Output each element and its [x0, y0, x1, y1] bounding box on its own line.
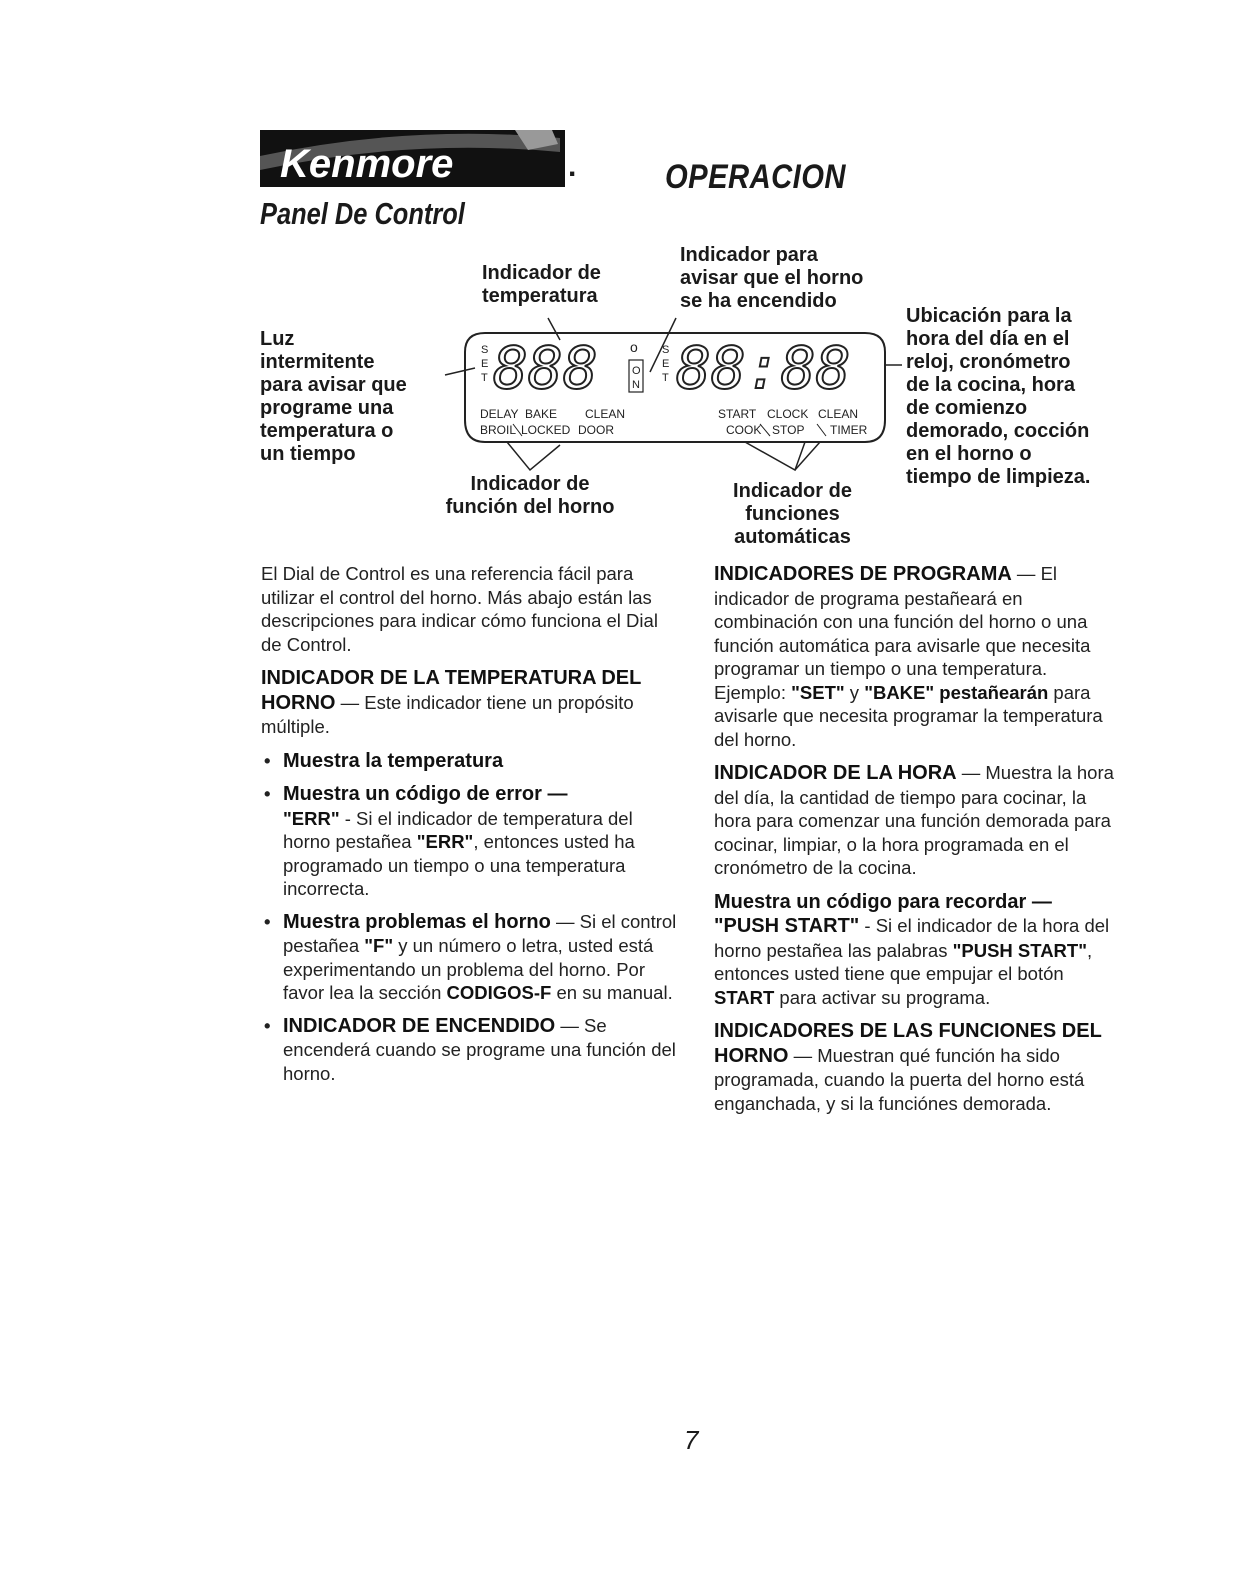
temp-indicator-heading: INDICADOR DE LA TEMPERATURA DEL HORNO — [261, 667, 641, 714]
section-title: Panel De Control — [260, 196, 465, 231]
label-delay: DELAY — [480, 407, 519, 421]
label-timer: TIMER — [830, 423, 868, 437]
bullet-list — [261, 749, 681, 1086]
set-right-t: T — [662, 372, 669, 384]
label-bake: BAKE — [525, 407, 558, 421]
leader-auto-2 — [795, 442, 820, 470]
callout-auto-functions: Indicador de funciones automáticas — [733, 480, 852, 548]
temp-indicator-paragraph: INDICADOR DE LA TEMPERATURA DEL HORNO — Este indicador tiene un propósito múltiple. — [261, 667, 641, 737]
program-indicators-paragraph: INDICADORES DE PROGRAMA — El indicador de programa pestañeará en combinación con una función del horno o una función automática para avisarle que necesita programar un tiempo o una temperatura. Ejemplo: "SET" y "BAKE" pestañearán para avisarle que necesita programar la temperatura del horno. — [714, 563, 1103, 750]
reminder-paragraph: Muestra un código para recordar — "PUSH START" - Si el indicador de la hora del horno pestañea las palabras "PUSH START", entonces usted tiene que empujar el botón START para activar su programa. — [714, 890, 1110, 1008]
list-item: • Muestra problemas el horno — Si el control pestañea "F" y un número o letra, usted está experimentando un problema del horno. Por favor lea la sección CODIGOS-F en su manual. — [264, 910, 677, 1003]
time-indicator-paragraph: INDICADOR DE LA HORA — Muestra la hora del día, la cantidad de tiempo para cocinar, la hora para comenzar una función demorada para cocinar, limpiar, o la hora programada en el cronómetro de la cocina. — [714, 762, 1114, 878]
set-left-t: T — [481, 372, 488, 384]
set-left-e: E — [481, 358, 489, 370]
brand-dot: . — [568, 150, 577, 183]
leader-function — [507, 442, 560, 470]
set-left-s: S — [481, 344, 489, 356]
callout-time-location: Ubicación para la hora del día en el reloj, cronómetro de la cocina, hora de comienzo demorado, cocción en el horno o tiempo de limpieza. — [906, 305, 1091, 488]
time-digits: 88:88 — [676, 334, 851, 402]
page-title: OPERACION — [665, 158, 846, 196]
left-column — [261, 562, 681, 1094]
label-cook: COOK — [726, 423, 762, 437]
leader-auto — [745, 442, 805, 470]
brand-text: Kenmore — [280, 142, 454, 186]
callout-temperature: Indicador de temperatura — [482, 262, 601, 307]
callout-oven-on: Indicador para avisar que el horno se ha encendido — [680, 244, 864, 312]
function-indicators-paragraph: INDICADORES DE LAS FUNCIONES DEL HORNO — Muestran qué función ha sido programada, cuando la puerta del horno está enganchada, y si la funciónes demorada. — [714, 1020, 1102, 1114]
set-right-e: E — [662, 358, 670, 370]
temp-digits: 888 — [493, 334, 598, 402]
label-clean-left: CLEAN — [585, 407, 626, 421]
label-locked: LOCKED — [521, 423, 571, 437]
leader-luz — [445, 368, 475, 375]
page-number: 7 — [684, 1425, 699, 1455]
on-n: N — [632, 379, 640, 391]
set-right-s: S — [662, 344, 670, 356]
list-item: • Muestra un código de error — "ERR" - Si el indicador de temperatura del horno pestañea "ERR", entonces usted ha programado un tiempo o una temperatura incorrecta. — [264, 783, 635, 899]
callout-blink-light: Luz intermitente para avisar que programe una temperatura o un tiempo — [260, 328, 407, 465]
list-item: • INDICADOR DE ENCENDIDO — Se encenderá cuando se programe una función del horno. — [264, 1014, 676, 1084]
right-column — [714, 562, 1114, 1125]
degree-symbol: o — [630, 339, 638, 355]
label-stop: STOP — [772, 423, 805, 437]
list-item: • Muestra la temperatura — [264, 749, 504, 772]
intro-paragraph: El Dial de Control es una referencia fácil para utilizar el control del horno. Más abajo están las descripciones para indicar cómo funciona el Dial de Control. — [261, 563, 658, 655]
label-clock: CLOCK — [767, 407, 809, 421]
label-broil: BROIL — [480, 423, 517, 437]
on-o: O — [632, 365, 641, 377]
callout-oven-function: Indicador de función del horno — [445, 473, 615, 518]
label-start: START — [718, 407, 757, 421]
label-door: DOOR — [578, 423, 614, 437]
label-clean-right: CLEAN — [818, 407, 859, 421]
